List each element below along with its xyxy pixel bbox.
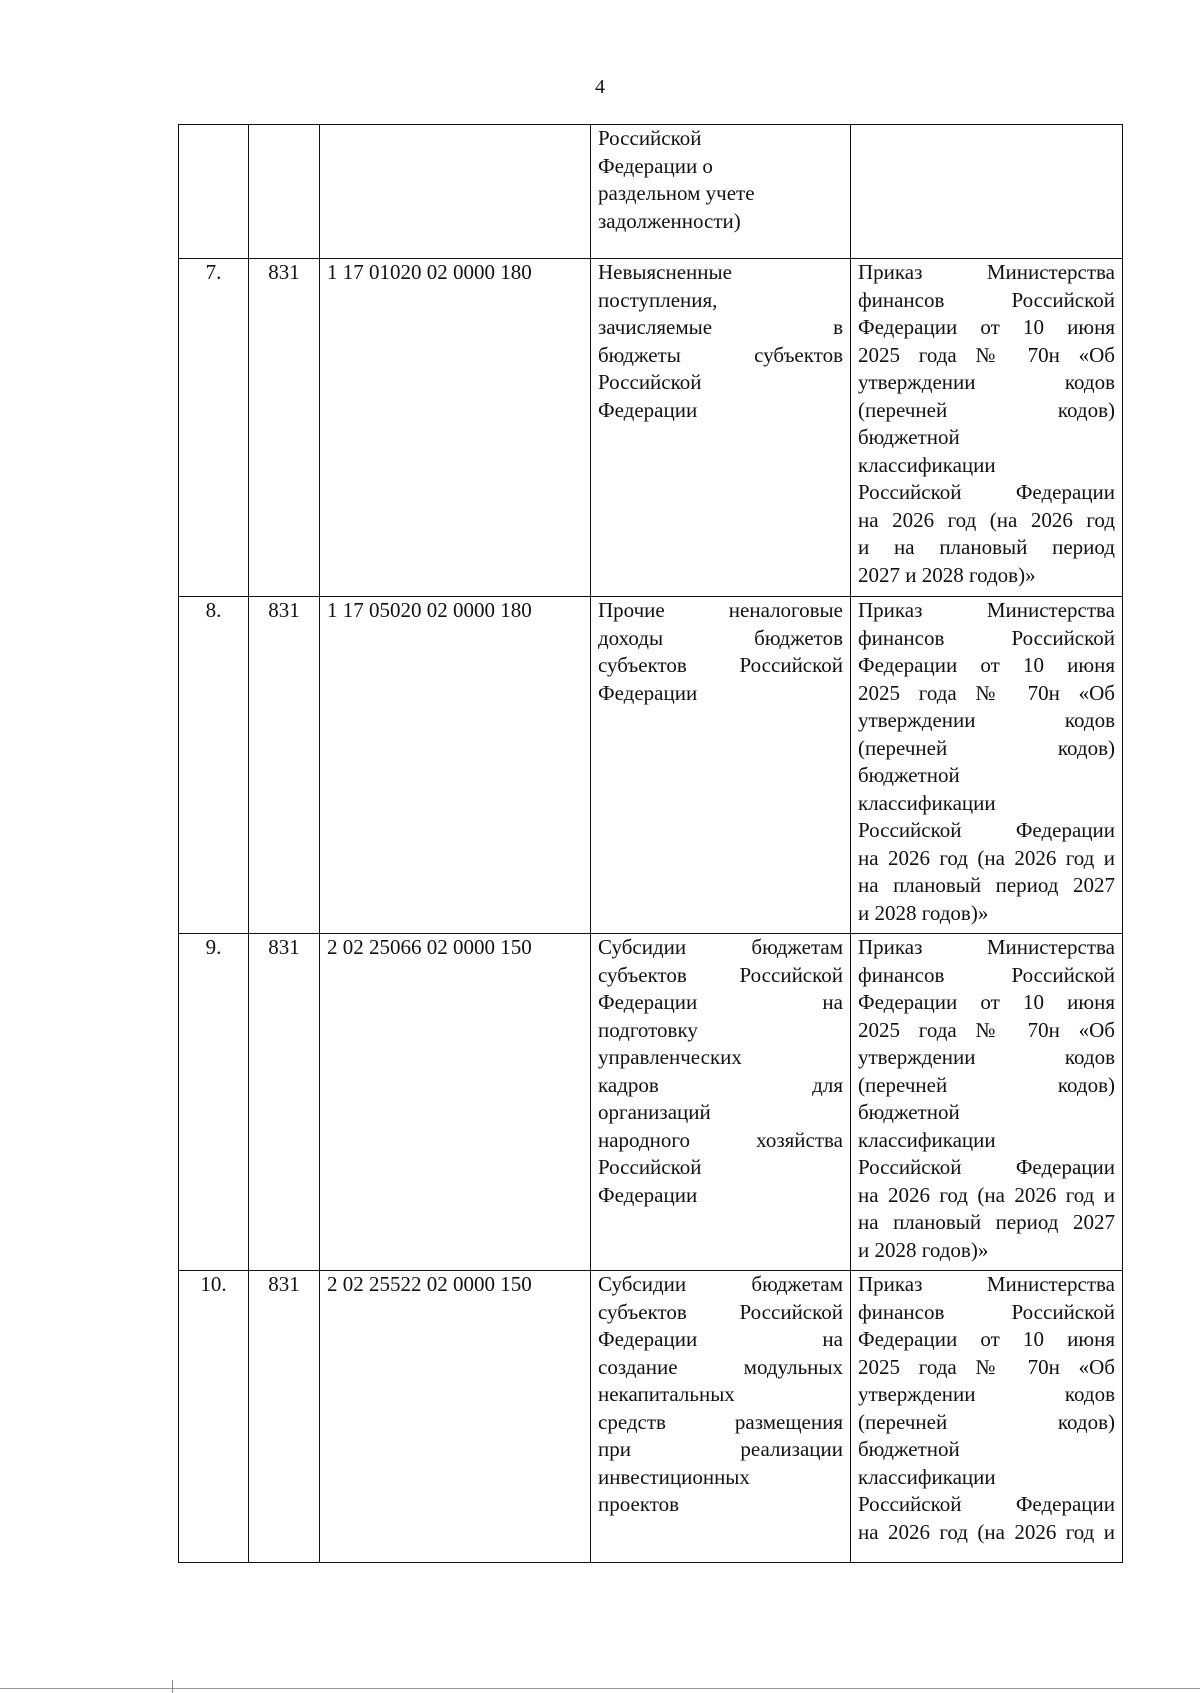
income-name-line: проектов [598, 1492, 680, 1516]
table-row [179, 934, 1123, 1271]
income-name-line: Субсидии бюджетам [598, 1272, 843, 1296]
legal-basis-line: на 2026 год (на 2026 год и [858, 1182, 1115, 1207]
legal-basis-cell [851, 259, 1123, 597]
legal-basis-line: Федерации от 10 июня [858, 315, 1115, 339]
income-name-line: субъектов Российской [598, 653, 843, 677]
row-number-cell: 10. [179, 1271, 249, 1563]
income-name-line: Федерации [598, 397, 698, 422]
row-number-cell: 9. [179, 934, 249, 1271]
admin-code-cell [249, 125, 320, 259]
legal-basis-line: на плановый период 2027 [858, 1210, 1115, 1234]
income-name-line: народного хозяйства [598, 1127, 843, 1152]
legal-basis-line: финансов Российской [858, 287, 1115, 312]
legal-basis-line: утверждении кодов [858, 1045, 1115, 1069]
legal-basis-line: на плановый период 2027 [858, 873, 1115, 897]
income-name-line: управленческих [598, 1045, 742, 1069]
legal-basis-line: на 2026 год (на 2026 год [858, 507, 1115, 532]
legal-basis-line: финансов Российской [858, 625, 1115, 650]
income-name-cell [591, 125, 851, 259]
legal-basis-line: Приказ Министерства [858, 935, 1115, 959]
budget-code-cell: 2 02 25522 02 0000 150 [320, 1271, 591, 1563]
legal-basis-line: классификации [858, 790, 996, 815]
legal-basis-line: 2027 и 2028 годов)» [858, 562, 1036, 587]
table-row [179, 125, 1123, 259]
income-name-cell [591, 934, 851, 1271]
legal-basis-line: 2025 года № 70н «Об [858, 680, 1115, 705]
admin-code-cell: 831 [249, 597, 320, 934]
legal-basis-line: классификации [858, 1464, 996, 1489]
admin-code-cell: 831 [249, 259, 320, 597]
legal-basis-line: утверждении кодов [858, 708, 1115, 732]
table-row [179, 1271, 1123, 1563]
legal-basis-line: 2025 года № 70н «Об [858, 1017, 1115, 1042]
legal-basis-line: утверждении кодов [858, 370, 1115, 394]
income-name-line: поступления, [598, 287, 718, 312]
legal-basis-line: бюджетной [858, 1100, 960, 1124]
legal-basis-line: (перечней кодов) [858, 1409, 1115, 1434]
legal-basis-line: классификации [858, 1127, 996, 1152]
legal-basis-line: Приказ Министерства [858, 598, 1115, 622]
legal-basis-line: и на плановый период [858, 535, 1115, 559]
page-number: 4 [595, 76, 605, 98]
income-name-line: Российской [598, 370, 702, 394]
legal-basis-line: (перечней кодов) [858, 735, 1115, 760]
legal-basis-line: утверждении кодов [858, 1382, 1115, 1406]
income-name-line: средств размещения [598, 1409, 843, 1434]
legal-basis-line: Российской Федерации [858, 1155, 1115, 1179]
income-name-line: субъектов Российской [598, 1299, 843, 1324]
legal-basis-line: на 2026 год (на 2026 год и [858, 1519, 1115, 1544]
budget-code-cell: 2 02 25066 02 0000 150 [320, 934, 591, 1271]
income-name-line: Федерации [598, 680, 698, 705]
table-row [179, 259, 1123, 597]
legal-basis-line: и 2028 годов)» [858, 1237, 989, 1262]
legal-basis-line: Российской Федерации [858, 480, 1115, 504]
budget-code-cell: 1 17 01020 02 0000 180 [320, 259, 591, 597]
legal-basis-cell [851, 1271, 1123, 1563]
legal-basis-line: финансов Российской [858, 1299, 1115, 1324]
legal-basis-line: классификации [858, 452, 996, 477]
legal-basis-line: Российской Федерации [858, 1492, 1115, 1516]
legal-basis-line: (перечней кодов) [858, 1072, 1115, 1097]
legal-basis-line: Федерации от 10 июня [858, 990, 1115, 1014]
legal-basis-line: 2025 года № 70н «Об [858, 1354, 1115, 1379]
income-name-line: кадров для [598, 1072, 843, 1097]
income-name-line: Федерации о [598, 153, 713, 178]
income-name-line: субъектов Российской [598, 962, 843, 987]
legal-basis-cell [851, 934, 1123, 1271]
scan-edge-tick [172, 1680, 173, 1693]
income-name-cell [591, 259, 851, 597]
income-name-cell [591, 597, 851, 934]
legal-basis-line: и 2028 годов)» [858, 900, 989, 925]
legal-basis-cell [851, 125, 1123, 259]
legal-basis-line: Российской Федерации [858, 818, 1115, 842]
row-number-cell: 8. [179, 597, 249, 934]
income-name-line: Федерации [598, 1182, 698, 1207]
legal-basis-line: на 2026 год (на 2026 год и [858, 845, 1115, 870]
income-name-line: подготовку [598, 1017, 698, 1042]
income-name-line: Прочие неналоговые [598, 598, 843, 622]
scan-edge-line [0, 1688, 1200, 1689]
legal-basis-line: Приказ Министерства [858, 260, 1115, 284]
budget-code-cell: 1 17 05020 02 0000 180 [320, 597, 591, 934]
row-number-cell: 7. [179, 259, 249, 597]
admin-code-cell: 831 [249, 934, 320, 1271]
table-body [179, 125, 1123, 1563]
table-row [179, 597, 1123, 934]
legal-basis-line: бюджетной [858, 1437, 960, 1461]
income-name-line: инвестиционных [598, 1464, 750, 1489]
admin-code-cell: 831 [249, 1271, 320, 1563]
income-name-line: раздельном учете [598, 181, 755, 205]
income-name-line: доходы бюджетов [598, 625, 843, 650]
income-name-line: организаций [598, 1100, 711, 1124]
legal-basis-line: бюджетной [858, 763, 960, 787]
income-name-line: некапитальных [598, 1382, 735, 1406]
legal-basis-line: Федерации от 10 июня [858, 1327, 1115, 1351]
legal-basis-line: Приказ Министерства [858, 1272, 1115, 1296]
income-name-line: Российской [598, 1155, 702, 1179]
budget-code-cell [320, 125, 591, 259]
income-name-line: задолженности) [598, 208, 741, 233]
legal-basis-line: Федерации от 10 июня [858, 653, 1115, 677]
row-number-cell [179, 125, 249, 259]
legal-basis-line: финансов Российской [858, 962, 1115, 987]
legal-basis-line: бюджетной [858, 425, 960, 449]
income-name-line: при реализации [598, 1437, 843, 1461]
income-name-line: Невыясненные [598, 260, 732, 284]
legal-basis-line: (перечней кодов) [858, 397, 1115, 422]
income-name-line: бюджеты субъектов [598, 342, 843, 367]
income-name-line: Российской [598, 126, 702, 150]
legal-basis-cell [851, 597, 1123, 934]
income-name-line: зачисляемые в [598, 315, 843, 339]
income-name-line: Федерации на [598, 1327, 843, 1351]
income-name-line: создание модульных [598, 1354, 843, 1379]
income-name-line: Федерации на [598, 990, 843, 1014]
income-name-cell [591, 1271, 851, 1563]
legal-basis-line: 2025 года № 70н «Об [858, 342, 1115, 367]
codes-table [178, 124, 1123, 1563]
income-name-line: Субсидии бюджетам [598, 935, 843, 959]
